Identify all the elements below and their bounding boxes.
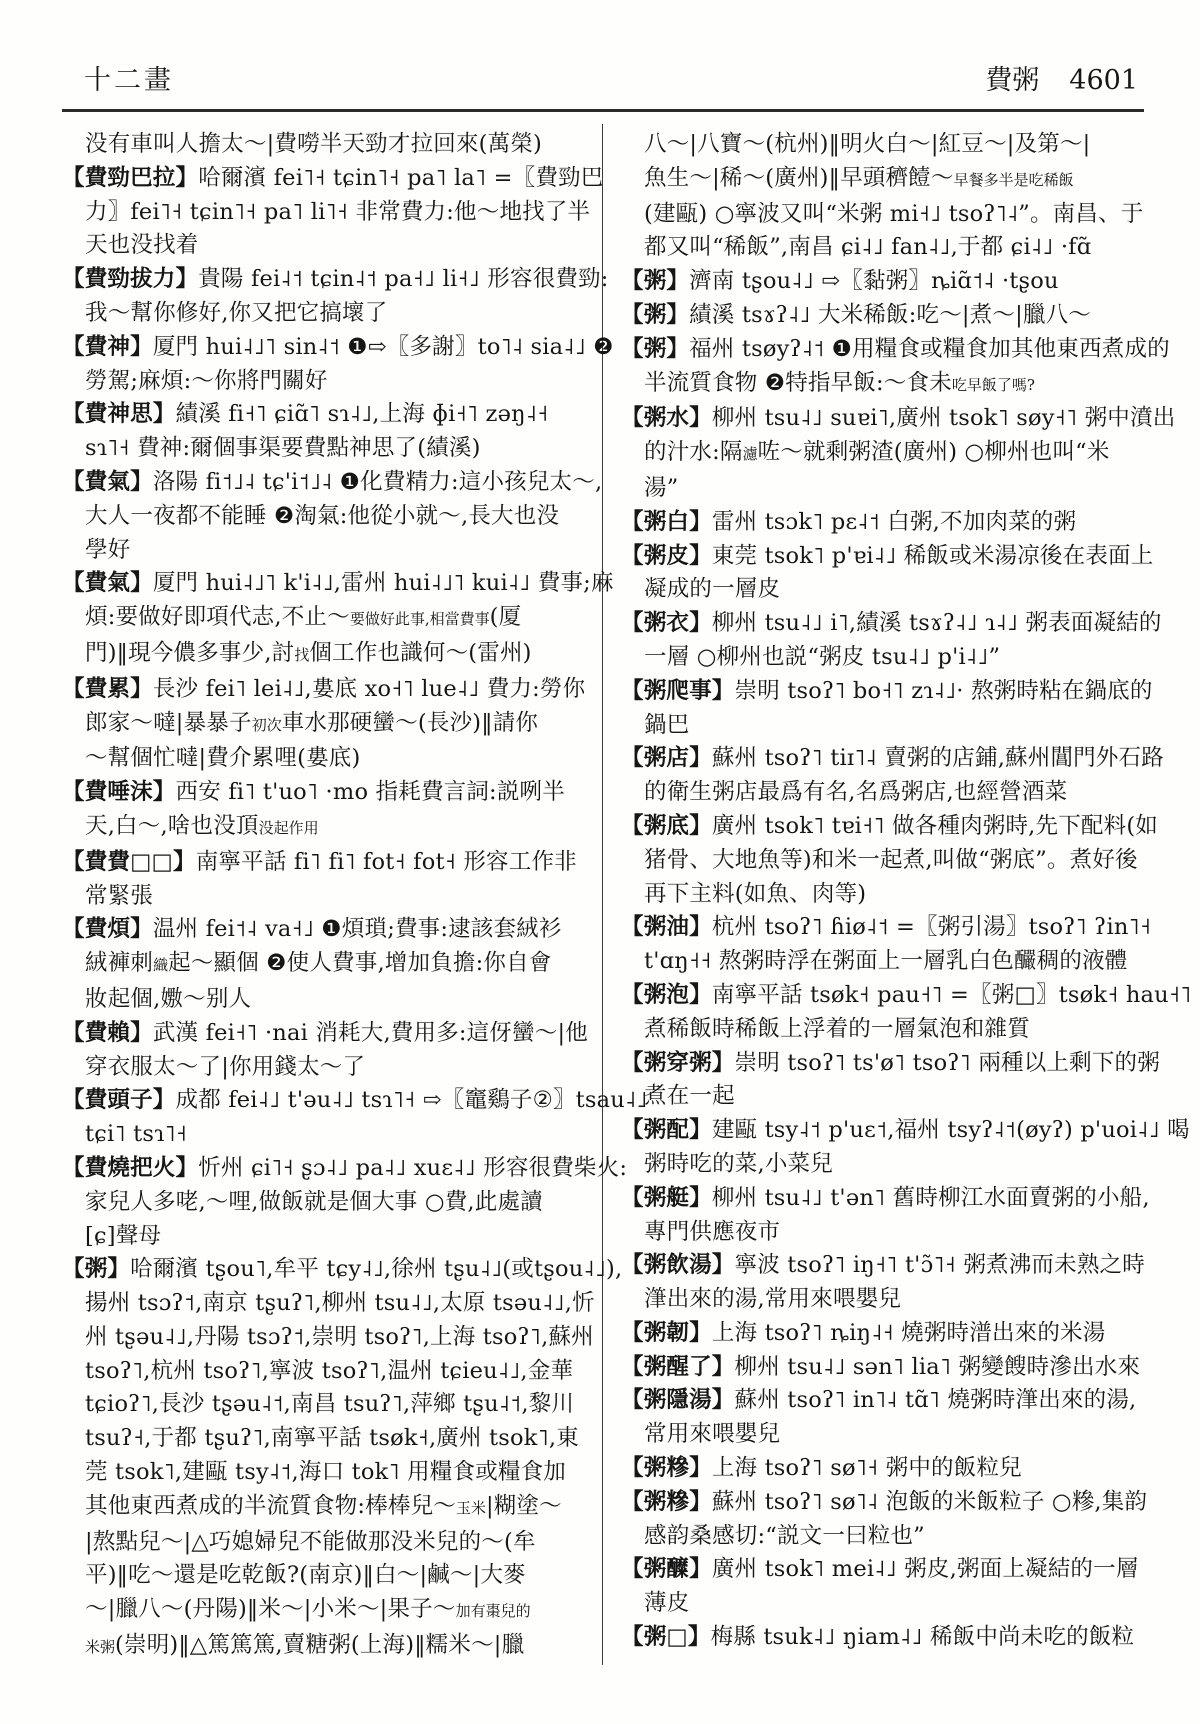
text-line: 潷出來的湯,常用來喂嬰兒 [644, 1286, 902, 1313]
text-columns [62, 124, 1192, 1665]
text-line: 天也没找着 [85, 232, 199, 259]
text-line: ～幫個忙噠|費介累哩(婁底) [85, 745, 361, 772]
text-line: 專門供應夜市 [644, 1218, 781, 1245]
text-line: 【粥皮】東莞 tsok˥ p'ɐi˨˩ 稀飯或米湯凉後在表面上 [621, 542, 1154, 569]
text-line: 【費勁巴拉】哈爾濱 fei˥˧ tɕin˥˧ pa˥ la˥ =〖費勁巴 [62, 164, 604, 191]
page-number: 4601 [1069, 65, 1138, 96]
text-line: 大人一夜都不能睡 ❷淘氣:他從小就～,長大也没 [85, 502, 560, 529]
text-line: 再下主料(如魚、肉等) [644, 880, 867, 907]
text-line: 【費頭子】成都 fei˨˩ t'əu˨˩ tsɿ˥˧ ⇨〖竈鷄子②〗tsau˨˩ [62, 1087, 648, 1114]
text-line: 【粥糝】上海 tsoʔ˥ sø˥˧ 粥中的飯粒兒 [621, 1455, 1022, 1482]
text-line: 【粥白】雷州 tsɔk˥ pɛ˨˦ 白粥,不加肉菜的粥 [621, 508, 1077, 535]
text-line: 【費神】厦門 hui˨˩˥ sin˨˦ ❶⇨〖多謝〗to˥˨ sia˨˩ ❷ [62, 333, 614, 360]
text-line: tsoʔ˥,杭州 tsoʔ˥,寧波 tsoʔ˥,温州 tɕieu˨˩,金華 [85, 1357, 574, 1384]
text-line: 【粥醒了】柳州 tsu˨˩ sən˥ lia˥ 粥變餿時滲出水來 [621, 1353, 1141, 1380]
text-line: 【粥醾】廣州 tsok˥ mei˨˩ 粥皮,粥面上凝結的一層 [621, 1556, 1139, 1583]
text-line: 【粥油】杭州 tsoʔ˥ ɦiø˨˦ =〖粥引湯〗tsoʔ˥ ʔin˥˧ [621, 914, 1152, 941]
text-line: |熬點兒～|△巧媳婦兒不能做那没米兒的～(牟 [85, 1528, 536, 1555]
text-line: 煩:要做好即項代志,不止～要做好此事,相當費事(厦 [85, 604, 522, 631]
text-line: 絨褲刺織起～顯個 ❷使人費事,增加負擔:你自會 [85, 950, 552, 977]
text-line: 【粥糝】蘇州 tsoʔ˥ sø˥˨ 泡飯的米飯粒子 ○糝,集韵 [621, 1488, 1148, 1515]
text-line: [ɕ]聲母 [85, 1222, 162, 1249]
text-line: 【粥】福州 tsøyʔ˨˦ ❶用糧食或糧食加其他東西煮成的 [621, 335, 1170, 362]
text-line: 鍋巴 [644, 711, 690, 738]
text-line: 【費勁拔力】貴陽 fei˨˦ tɕin˨˦ pa˧˩ li˧˩ 形容很費勁: [62, 266, 609, 293]
text-line: 【粥隱湯】蘇州 tsoʔ˥ in˥˨ tɑ̃˥ 燒粥時潷出來的湯, [621, 1387, 1137, 1414]
text-line: 凝成的一層皮 [644, 576, 781, 603]
text-line: 魚生～|稀～(廣州)‖早頭穧饐～早餐多半是吃稀飯 [644, 164, 1074, 191]
text-line: 【粥飲湯】寧波 tsoʔ˥ iŋ˧˥ t'ɔ̃˥˧ 粥煮沸而未熟之時 [621, 1252, 1145, 1279]
text-line: 一層 ○柳州也説“粥皮 tsu˨˩ p'i˨˩” [644, 643, 1001, 670]
text-line: 煮在一起 [644, 1083, 735, 1110]
text-line: sɿ˥˧ 費神:爾個事渠要費點神思了(績溪) [85, 435, 481, 462]
text-line: (建甌) ○寧波又叫“米粥 mi˧˩ tsoʔ˥˨”。南昌、于 [644, 200, 1144, 227]
text-line: 常緊張 [85, 882, 154, 909]
text-line: 【費神思】績溪 fi˧˥ ɕiɑ̃˥ sɿ˨˩,上海 ɸi˧˥ zəŋ˨˧ [62, 401, 549, 428]
text-line: 【粥配】建甌 tsy˨˦ p'uɛ˦,福州 tsyʔ˨˦(øyʔ) p'uoi˨˩ 喝 [621, 1117, 1190, 1144]
text-line: 的汁水:隔濾咗～就剩粥渣(廣州) ○柳州也叫“米 [644, 439, 1110, 466]
text-line: 【粥爬事】崇明 tsoʔ˥ bo˧˥ zɿ˨˩· 熬粥時粘在鍋底的 [621, 677, 1153, 704]
text-line: 【粥泡】南寧平話 tsøk˧ pau˧˥ =〖粥□〗tsøk˧ hau˧˥ [621, 981, 1192, 1008]
running-head: 費粥 [985, 65, 1040, 96]
text-line: 【費氣】洛陽 fi˦˩˨ tɕ'i˦˩˨ ❶化費精力:這小孩兒太～, [62, 468, 603, 495]
text-line: 【粥底】廣州 tsok˥ tɐi˧˥ 做各種肉粥時,先下配料(如 [621, 812, 1159, 839]
text-line: 【粥穿粥】崇明 tsoʔ˥ ts'ø˥ tsoʔ˥ 兩種以上剩下的粥 [621, 1049, 1160, 1076]
text-line: 【粥】哈爾濱 tʂou˥,牟平 tɕy˨˩,徐州 tʂu˨˩(或tʂou˨˩), [62, 1256, 623, 1283]
text-line: 家兒人多咾,～哩,做飯就是個大事 ○費,此處讀 [85, 1188, 543, 1215]
text-line: 的衛生粥店最爲有名,名爲粥店,也經營酒菜 [644, 779, 1068, 806]
text-line: 常用來喂嬰兒 [644, 1421, 781, 1448]
stroke-section-label: 十二畫 [84, 65, 174, 96]
text-line: 没有車叫人擔太～|費嘮半天勁才拉回來(萬榮) [85, 131, 543, 157]
text-line: 妝起個,嫐～别人 [85, 985, 252, 1012]
text-line: 【粥】績溪 tsɤʔ˨˩ 大米稀飯:吃～|煮～|臘八～ [621, 301, 1091, 328]
text-line: 猪骨、大地魚等)和米一起煮,叫做“粥底”。煮好後 [644, 846, 1138, 873]
text-line: 【費唾沫】西安 fi˥ t'uo˥ ·mo 指耗費言詞:説咧半 [62, 779, 565, 806]
text-line: 我～幫你修好,你又把它搞壞了 [85, 299, 388, 326]
text-line: 【粥】濟南 tʂou˨˩ ⇨〖黏粥〗ȵiɑ̃˦˨ ·tʂou [621, 268, 1059, 295]
text-line: 勞駕;麻煩:～你將門關好 [85, 367, 328, 394]
column-left [62, 124, 648, 1665]
text-line: 郎家～噠|暴暴子初次車水那硬蠻～(長沙)‖請你 [85, 709, 539, 736]
text-line: 【費費□□】南寧平話 fi˥ fi˥ fot˧ fot˧ 形容工作非 [62, 848, 577, 875]
text-line: t'ɑŋ˧˧ 熬粥時浮在粥面上一層乳白色釅稠的液體 [644, 948, 1128, 975]
text-line: 【粥□】梅縣 tsuk˨˩ ŋiam˨˩ 稀飯中尚未吃的飯粒 [621, 1624, 1135, 1651]
text-line: ～|臘八～(丹陽)‖米～|小米～|果子～加有棗兒的 [85, 1596, 531, 1623]
text-line: 湯” [644, 474, 679, 501]
column-right [603, 124, 1192, 1665]
text-line: 【粥韌】上海 tsoʔ˥ ȵiŋ˨˧ 燒粥時潽出來的米湯 [621, 1319, 1106, 1346]
text-line: 莞 tsok˥,建甌 tsy˨˦,海口 tok˥ 用糧食或糧食加 [85, 1459, 566, 1486]
text-line: 其他東西煮成的半流質食物:棒棒兒～玉米|糊塗～ [85, 1492, 562, 1519]
text-line: 學好 [85, 536, 131, 563]
text-line: 平)‖吃～還是吃乾飯?(南京)‖白～|鹹～|大麥 [85, 1562, 526, 1589]
text-line: 薄皮 [644, 1590, 690, 1617]
text-line: 都又叫“稀飯”,南昌 ɕi˨˩ fan˨˩,于都 ɕi˨˩ ·fɑ̃ [644, 234, 1092, 261]
text-line: 粥時吃的菜,小菜兒 [644, 1150, 833, 1177]
text-line: 半流質食物 ❷特指早飯:～食未吃早飯了嗎? [644, 369, 1035, 396]
text-line: 【粥艇】柳州 tsu˨˩ t'ən˥ 舊時柳江水面賣粥的小船, [621, 1184, 1150, 1211]
header-rule [62, 109, 1144, 112]
text-line: 【粥店】蘇州 tsoʔ˥ tiɪ˥˨ 賣粥的店鋪,蘇州閶門外石路 [621, 745, 1164, 772]
text-line: tɕioʔ˥,長沙 tʂəu˨˦,南昌 tsuʔ˥,萍鄉 tʂu˨˦,黎川 [85, 1391, 575, 1418]
text-line: 穿衣服太～了|你用錢太～了 [85, 1053, 366, 1080]
text-line: 【費氣】厦門 hui˨˩˥ k'i˨˩,雷州 hui˨˩˥ kui˨˩ 費事;麻 [62, 570, 614, 597]
text-line: 【粥水】柳州 tsu˨˩ suɐi˥,廣州 tsok˥ søy˧˥ 粥中濆出 [621, 405, 1176, 432]
text-line: 米粥(崇明)‖△篤篤篤,賣糖粥(上海)‖糯米～|臘 [85, 1632, 525, 1659]
text-line: 煮稀飯時稀飯上浮着的一層氣泡和雜質 [644, 1015, 1030, 1042]
text-line: 【費燒把火】忻州 ɕi˥˧ ʂɔ˨˩ pa˨˩ xuɛ˨˩ 形容很費柴火: [62, 1154, 628, 1181]
text-line: 門)‖現今儂多事少,討找個工作也識何～(雷州) [85, 639, 532, 666]
text-line: tɕi˥ tsɿ˥˧ [85, 1121, 188, 1148]
text-line: 揚州 tsɔʔ˦,南京 tʂuʔ˥,柳州 tsu˨˩,太原 tsəu˨˩,忻 [85, 1290, 595, 1317]
text-line: 【費累】長沙 fei˥ lei˨˩,婁底 xo˧˥ lue˨˩ 費力:勞你 [62, 675, 586, 702]
running-head-group [985, 58, 1138, 97]
text-line: 感韵桑感切:“説文一曰粒也” [644, 1522, 925, 1549]
text-line: 【費賴】武漢 fei˧˥ ·nai 消耗大,費用多:這伢蠻～|他 [62, 1019, 588, 1046]
text-line: 八～|八寶～(杭州)‖明火白～|紅豆～|及第～| [644, 131, 1091, 157]
text-line: 州 tʂəu˨˩,丹陽 tsɔʔ˦,崇明 tsoʔ˥,上海 tsoʔ˥,蘇州 [85, 1323, 594, 1350]
text-line: tsuʔ˧,于都 tʂuʔ˥,南寧平話 tsøk˧,廣州 tsok˥,東 [85, 1425, 579, 1452]
text-line: 力〗fei˥˧ tɕin˥˧ pa˥ li˥˧ 非常費力:他～地找了半 [85, 198, 591, 225]
text-line: 【粥衣】柳州 tsu˨˩ i˥,績溪 tsɤʔ˨˩ ɿ˨˩ 粥表面凝結的 [621, 610, 1162, 637]
text-line: 天,白～,啥也没頂没起作用 [85, 812, 319, 839]
page-header [62, 52, 1144, 109]
text-line: 【費煩】温州 fei˦˨ va˧˩ ❶煩瑣;費事:逮該套絨衫 [62, 916, 562, 943]
